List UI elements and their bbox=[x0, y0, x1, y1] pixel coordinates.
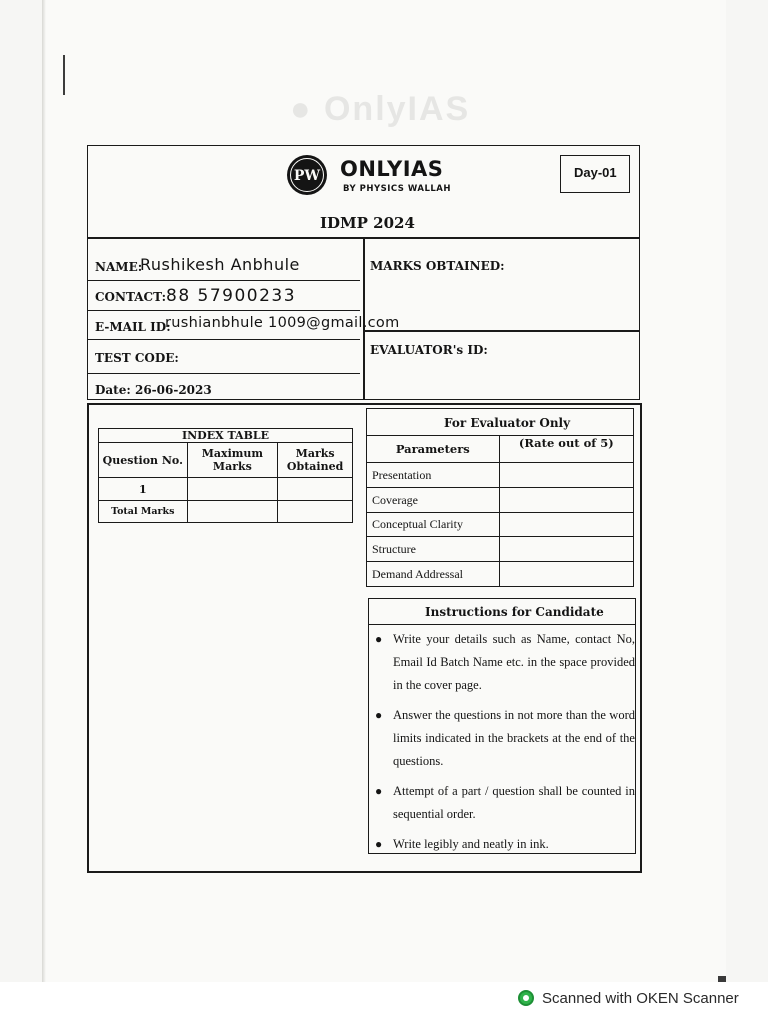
list-item bbox=[373, 628, 635, 697]
day-badge-label: Day-01 bbox=[574, 165, 617, 180]
email-value[interactable]: rushianbhule 1009@gmail.com bbox=[165, 315, 400, 331]
bullet-icon: ● bbox=[375, 784, 383, 798]
table-row bbox=[99, 501, 353, 523]
bullet-icon: ● bbox=[375, 632, 383, 646]
bullet-icon: ● bbox=[375, 837, 383, 851]
eval-rate-demand[interactable] bbox=[499, 562, 633, 587]
oken-scanner-icon bbox=[518, 990, 534, 1006]
index-header-max: Maximum Marks bbox=[187, 443, 278, 478]
instructions-list bbox=[373, 628, 635, 863]
index-question-no: 1 bbox=[99, 478, 188, 501]
name-label: NAME: bbox=[95, 260, 143, 274]
instructions-title: Instructions for Candidate bbox=[425, 605, 604, 619]
evaluator-table bbox=[366, 435, 634, 587]
bullet-icon: ● bbox=[375, 708, 383, 722]
eval-rate-presentation[interactable] bbox=[499, 463, 633, 488]
scan-edge-mark bbox=[63, 55, 65, 95]
index-table bbox=[98, 428, 353, 523]
index-table-title: INDEX TABLE bbox=[99, 429, 353, 443]
eval-header-rate: (Rate out of 5) bbox=[499, 436, 633, 463]
list-item bbox=[373, 833, 635, 856]
eval-param-demand: Demand Addressal bbox=[367, 562, 500, 587]
list-item bbox=[373, 704, 635, 773]
evaluator-table-title: For Evaluator Only bbox=[444, 416, 571, 430]
list-item bbox=[373, 780, 635, 826]
exam-title: IDMP 2024 bbox=[320, 214, 415, 232]
bleed-through-logo: ● OnlyIAS bbox=[290, 90, 471, 128]
table-row bbox=[99, 478, 353, 501]
scanner-watermark-text: Scanned with OKEN Scanner bbox=[542, 990, 739, 1007]
pw-logo-glyph: PW bbox=[290, 158, 324, 192]
brand-subtitle: BY PHYSICS WALLAH bbox=[343, 184, 451, 194]
index-header-obtained: Marks Obtained bbox=[278, 443, 353, 478]
brand-name: ONLYIAS bbox=[340, 157, 444, 181]
index-max-marks[interactable] bbox=[187, 478, 278, 501]
instruction-text: Attempt of a part / question shall be counted in sequential order. bbox=[393, 784, 635, 821]
instruction-text: Write legibly and neatly in ink. bbox=[393, 837, 549, 851]
index-marks-obtained[interactable] bbox=[278, 478, 353, 501]
email-label: E-MAIL ID: bbox=[95, 320, 171, 334]
index-total-obtained[interactable] bbox=[278, 501, 353, 523]
evaluator-id-label: EVALUATOR's ID: bbox=[370, 343, 488, 357]
marks-obtained-label: MARKS OBTAINED: bbox=[370, 259, 505, 273]
eval-param-clarity: Conceptual Clarity bbox=[367, 513, 500, 537]
eval-param-structure: Structure bbox=[367, 537, 500, 562]
table-row bbox=[367, 488, 634, 513]
index-header-question: Question No. bbox=[99, 443, 188, 478]
name-value[interactable]: Rushikesh Anbhule bbox=[140, 255, 300, 274]
instructions-title-divider bbox=[368, 624, 636, 625]
eval-param-coverage: Coverage bbox=[367, 488, 500, 513]
eval-rate-coverage[interactable] bbox=[499, 488, 633, 513]
eval-rate-structure[interactable] bbox=[499, 537, 633, 562]
name-underline bbox=[87, 280, 360, 281]
scan-corner-mark bbox=[718, 976, 726, 982]
date-label: Date: 26-06-2023 bbox=[95, 383, 212, 397]
index-total-label: Total Marks bbox=[99, 501, 188, 523]
page-edge-shadow bbox=[42, 0, 46, 982]
right-fields-divider bbox=[363, 330, 640, 332]
day-badge bbox=[560, 155, 630, 193]
contact-label: CONTACT: bbox=[95, 290, 167, 304]
contact-underline bbox=[87, 310, 360, 311]
table-row bbox=[367, 513, 634, 537]
eval-header-parameters: Parameters bbox=[367, 436, 500, 463]
table-row bbox=[367, 562, 634, 587]
table-row bbox=[367, 463, 634, 488]
instruction-text: Write your details such as Name, contact No, Email Id Batch Name etc. in the space provided in the cover page. bbox=[393, 632, 635, 692]
index-total-max[interactable] bbox=[187, 501, 278, 523]
contact-value[interactable]: 88 57900233 bbox=[166, 286, 297, 306]
eval-rate-clarity[interactable] bbox=[499, 513, 633, 537]
email-underline bbox=[87, 339, 360, 340]
test-code-underline bbox=[87, 373, 360, 374]
test-code-label: TEST CODE: bbox=[95, 351, 179, 365]
scanner-watermark bbox=[518, 990, 739, 1012]
eval-param-presentation: Presentation bbox=[367, 463, 500, 488]
instruction-text: Answer the questions in not more than the word limits indicated in the brackets at the end of the questions. bbox=[393, 708, 635, 768]
pw-logo-icon bbox=[287, 155, 327, 195]
table-row bbox=[367, 537, 634, 562]
evaluator-title-box bbox=[366, 408, 634, 436]
